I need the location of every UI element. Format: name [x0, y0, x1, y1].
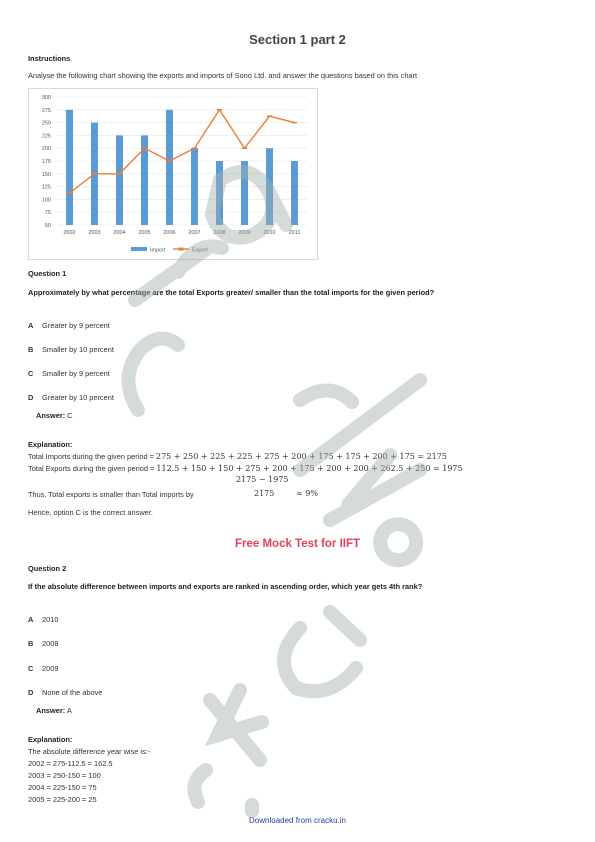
- q1-conclusion: Hence, option C is the correct answer.: [28, 508, 153, 517]
- q2-answer: [36, 706, 72, 716]
- legend-import-label: Import: [150, 247, 166, 254]
- q1-heading: Question 1: [28, 269, 67, 278]
- import-bar: [116, 135, 123, 225]
- legend-import-swatch: [131, 247, 147, 251]
- answer-value: A: [66, 706, 72, 715]
- y-tick-label: 300: [41, 95, 51, 101]
- q1-text: Approximately by what percentage are the total Exports greater/ smaller than the total imports for the given period?: [28, 288, 435, 297]
- x-tick-label: 2003: [88, 230, 101, 236]
- q2-heading: Question 2: [28, 564, 67, 573]
- y-tick-label: 150: [41, 171, 51, 178]
- q1-answer: [36, 411, 73, 421]
- option-letter: A: [28, 321, 34, 330]
- q2-option-a[interactable]: [28, 615, 58, 625]
- y-tick-label: 200: [41, 146, 51, 153]
- option-letter: B: [28, 639, 34, 648]
- approx-result: ≈ 9%: [296, 489, 318, 498]
- x-tick-label: 2004: [113, 230, 126, 236]
- q1-explanation-heading: Explanation:: [28, 440, 73, 449]
- imports-label: Total Imports during the given period =: [28, 452, 156, 461]
- page-title: Section 1 part 2: [249, 32, 346, 47]
- x-tick-label: 2010: [263, 230, 276, 236]
- q2-option-b[interactable]: [28, 639, 58, 649]
- import-bar: [266, 148, 273, 225]
- y-tick-label: 75: [44, 210, 51, 217]
- exports-label: Total Exports during the given period =: [28, 464, 157, 473]
- import-bar: [66, 110, 73, 225]
- answer-label: Answer:: [36, 706, 66, 715]
- q2-explanation-heading: Explanation:: [28, 735, 73, 744]
- option-letter: C: [28, 664, 34, 673]
- y-tick-label: 250: [41, 120, 51, 127]
- option-letter: C: [28, 369, 34, 378]
- x-tick-label: 2011: [288, 230, 301, 236]
- difference-line: 2005 = 225-200 = 25: [28, 795, 97, 804]
- option-text: Smaller by 9 percent: [42, 369, 110, 378]
- option-text: 2009: [42, 664, 59, 673]
- difference-line: 2002 = 275-112.5 = 162.5: [28, 759, 113, 768]
- x-tick-label: 2008: [213, 230, 226, 236]
- import-bar: [291, 161, 298, 225]
- imports-expression: 275 + 250 + 225 + 225 + 275 + 200 + 175 + 175 + 200 + 175 = 2175: [155, 452, 447, 461]
- import-bar: [191, 148, 198, 225]
- import-bar: [166, 110, 173, 225]
- q2-option-d[interactable]: [28, 688, 102, 698]
- x-tick-label: 2009: [238, 230, 251, 236]
- option-text: None of the above: [42, 688, 103, 697]
- option-text: 2010: [42, 615, 59, 624]
- y-tick-label: 100: [41, 197, 51, 204]
- option-letter: B: [28, 345, 34, 354]
- difference-line: 2004 = 225-150 = 75: [28, 783, 97, 792]
- option-letter: D: [28, 688, 34, 697]
- y-tick-label: 225: [41, 133, 51, 140]
- import-bar: [241, 161, 248, 225]
- q1-option-d[interactable]: [28, 393, 114, 403]
- x-tick-label: 2006: [163, 230, 176, 236]
- q1-option-b[interactable]: [28, 345, 114, 355]
- q1-imports-line: [28, 452, 447, 462]
- option-text: Smaller by 10 percent: [42, 345, 114, 354]
- exports-expression: 112.5 + 150 + 150 + 275 + 200 + 175 + 200 + 200 + 262.5 + 250 = 1975: [156, 464, 463, 473]
- answer-label: Answer:: [36, 411, 66, 420]
- import-export-chart: [29, 89, 317, 259]
- option-text: 2008: [42, 639, 59, 648]
- footer-download-link[interactable]: Downloaded from cracku.in: [249, 816, 346, 825]
- x-tick-label: 2007: [188, 230, 201, 236]
- thus-text: Thus, Total exports is smaller than Total imports by: [28, 490, 194, 499]
- y-tick-label: 175: [41, 159, 51, 165]
- free-mock-test-link[interactable]: Free Mock Test for IIFT: [234, 538, 361, 550]
- import-bar: [216, 161, 223, 225]
- q1-exports-line: [28, 464, 463, 474]
- legend-export-label: Export: [192, 247, 208, 254]
- x-tick-label: 2005: [138, 230, 151, 236]
- x-tick-label: 2002: [63, 230, 76, 236]
- chart-container: [28, 88, 318, 260]
- y-tick-label: 125: [41, 184, 51, 191]
- q2-text: If the absolute difference between imports and exports are ranked in ascending order, which year gets 4th rank?: [28, 582, 423, 591]
- q2-explanation-intro: The absolute difference year wise is:-: [28, 747, 151, 756]
- option-letter: D: [28, 393, 34, 402]
- fraction-numerator: 2175 − 1975: [236, 475, 289, 484]
- fraction-denominator: 2175: [254, 489, 275, 498]
- y-tick-label: 275: [41, 107, 51, 114]
- instructions-text: Analyse the following chart showing the exports and imports of Sono Ltd. and answer the questions based on this chart: [28, 71, 418, 80]
- option-letter: A: [28, 615, 34, 624]
- answer-value: C: [67, 411, 73, 420]
- y-tick-label: 50: [44, 223, 51, 229]
- export-line: [70, 110, 295, 193]
- option-text: Greater by 10 percent: [42, 393, 114, 402]
- q1-option-c[interactable]: [28, 369, 110, 379]
- instructions-heading: Instructions: [28, 54, 71, 63]
- difference-line: 2003 = 250-150 = 100: [28, 771, 101, 780]
- option-text: Greater by 9 percent: [42, 321, 110, 330]
- q1-option-a[interactable]: [28, 321, 110, 331]
- q2-option-c[interactable]: [28, 664, 58, 674]
